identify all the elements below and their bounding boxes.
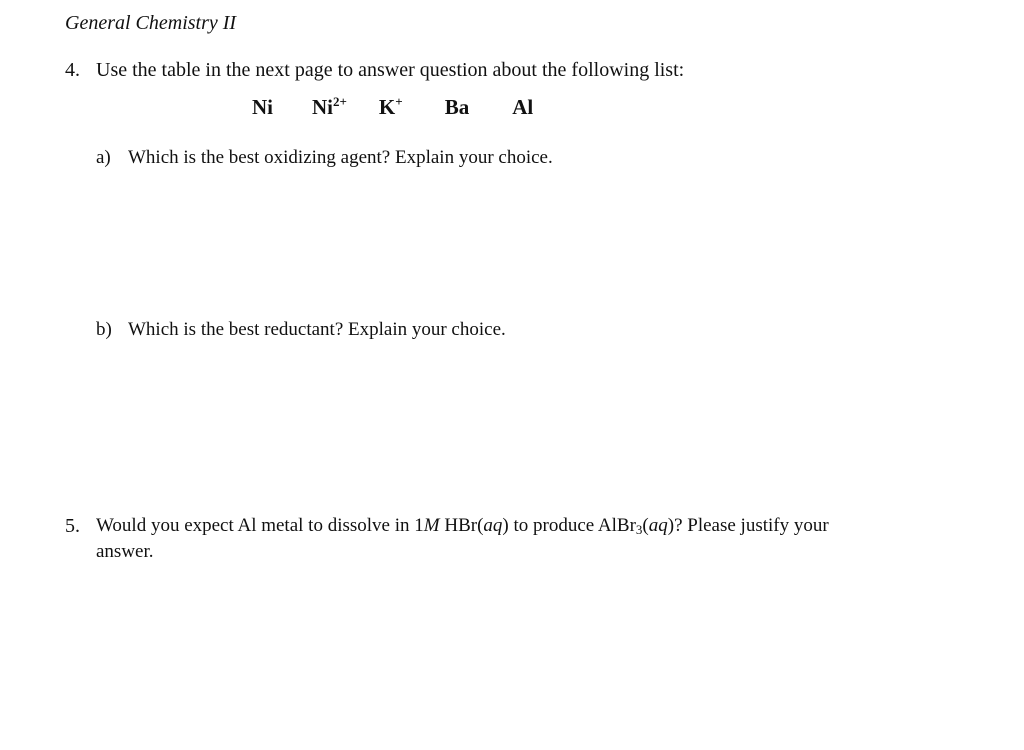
species-kplus-charge: + — [395, 94, 403, 109]
question-4-text: Use the table in the next page to answer question about the following list: — [96, 59, 685, 81]
species-ni2plus-charge: 2+ — [333, 94, 347, 109]
species-ba — [445, 95, 470, 120]
question-4-number: 4. — [65, 59, 80, 81]
species-ni-symbol: Ni — [252, 95, 273, 119]
question-5-text — [96, 515, 829, 537]
q5-text-mid1: HBr( — [439, 515, 484, 536]
species-al-symbol: Al — [512, 95, 534, 119]
q5-text-post: )? Please justify your — [667, 515, 829, 536]
q5-aq1: aq — [483, 515, 503, 536]
species-list — [252, 95, 533, 120]
species-ba-symbol: Ba — [444, 95, 470, 119]
species-ni — [252, 95, 273, 120]
species-al — [512, 95, 533, 120]
page-header-course-title: General Chemistry II — [65, 12, 237, 34]
question-5-text-line2: answer. — [96, 541, 154, 562]
species-ni2plus-symbol: Ni — [312, 95, 333, 119]
q5-aq2: aq — [648, 515, 668, 536]
species-ni2plus — [312, 95, 347, 120]
question-5-number: 5. — [65, 515, 80, 537]
species-kplus-symbol: K — [378, 95, 396, 119]
q5-text-pre: Would you expect Al metal to dissolve in 1 — [96, 515, 424, 536]
part-a-label: a) — [96, 147, 111, 168]
q5-subscript: 3 — [635, 522, 643, 537]
q5-molarity-unit: M — [423, 515, 440, 536]
q5-text-mid3: ( — [642, 515, 649, 536]
species-kplus — [379, 95, 403, 120]
part-b-text: Which is the best reductant? Explain your choice. — [128, 319, 506, 340]
part-b-label: b) — [96, 319, 112, 340]
q5-text-mid2: ) to produce AlBr — [502, 515, 636, 536]
part-a-text: Which is the best oxidizing agent? Explain your choice. — [128, 147, 553, 168]
